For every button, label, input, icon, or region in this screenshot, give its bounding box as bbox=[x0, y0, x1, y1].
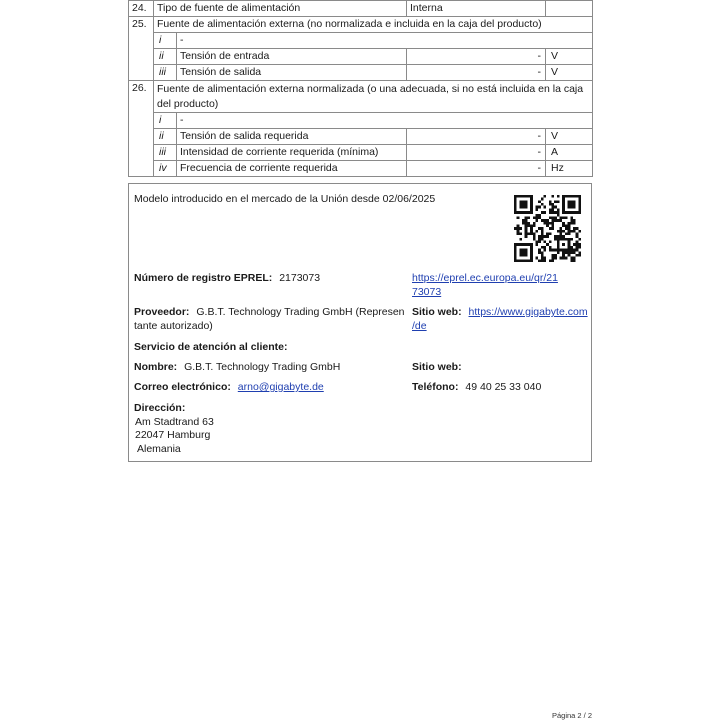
supplier-name: G.B.T. Technology Trading GmbH (Represen bbox=[196, 306, 405, 318]
service-website-label: Sitio web: bbox=[412, 361, 462, 373]
table-row bbox=[129, 49, 593, 65]
item-unit: V bbox=[546, 65, 593, 81]
name-label: Nombre: bbox=[134, 361, 178, 373]
email-link[interactable]: arno@gigabyte.de bbox=[237, 381, 324, 393]
table-row bbox=[129, 81, 593, 113]
item-label: Frecuencia de corriente requerida bbox=[177, 161, 407, 177]
item-value: - bbox=[407, 49, 546, 65]
supplier-name-cont: tante autorizado) bbox=[134, 319, 213, 332]
item-roman: i bbox=[154, 33, 177, 49]
table-row bbox=[129, 33, 593, 49]
item-value: - bbox=[407, 145, 546, 161]
address-city: 22047 Hamburg bbox=[135, 429, 211, 441]
phone-value: 49 40 25 33 040 bbox=[465, 381, 542, 393]
row-unit bbox=[546, 1, 593, 17]
table-row bbox=[129, 161, 593, 177]
item-unit: V bbox=[546, 49, 593, 65]
name-value: G.B.T. Technology Trading GmbH bbox=[184, 361, 341, 373]
item-value: - bbox=[407, 161, 546, 177]
eprel-link-line2[interactable]: 73073 bbox=[412, 285, 442, 298]
item-unit: Hz bbox=[546, 161, 593, 177]
website-label: Sitio web: bbox=[412, 306, 462, 318]
address-block bbox=[134, 402, 214, 456]
address-country: Alemania bbox=[137, 442, 181, 455]
item-label: - bbox=[177, 113, 593, 129]
eprel-label: Número de registro EPREL: bbox=[134, 272, 273, 284]
phone-label: Teléfono: bbox=[412, 381, 459, 393]
eprel-link[interactable] bbox=[412, 272, 558, 299]
phone-block bbox=[412, 381, 541, 395]
page-number: Página 2 / 2 bbox=[551, 711, 592, 720]
table-row bbox=[129, 17, 593, 33]
row-label: Fuente de alimentación externa (no normalizada e incluida en la caja del producto) bbox=[154, 17, 593, 33]
email-block bbox=[134, 381, 324, 395]
item-roman: i bbox=[154, 113, 177, 129]
item-roman: iv bbox=[154, 161, 177, 177]
item-unit: A bbox=[546, 145, 593, 161]
supplier-block bbox=[134, 306, 405, 333]
name-block bbox=[134, 361, 340, 375]
item-roman: ii bbox=[154, 49, 177, 65]
table-row bbox=[129, 65, 593, 81]
row-label: Fuente de alimentación externa normalizada (o una adecuada, si no está incluida en la caja del producto) bbox=[154, 81, 593, 113]
product-info-box bbox=[128, 183, 592, 462]
row-label: Tipo de fuente de alimentación bbox=[154, 1, 407, 17]
item-value: - bbox=[407, 65, 546, 81]
item-roman: iii bbox=[154, 65, 177, 81]
item-label: Tensión de salida bbox=[177, 65, 407, 81]
row-number: 24. bbox=[129, 1, 154, 17]
website-block bbox=[412, 306, 588, 333]
market-date-text: Modelo introducido en el mercado de la Unión desde 02/06/2025 bbox=[134, 193, 436, 205]
address-street: Am Stadtrand 63 bbox=[135, 415, 214, 428]
row-number: 25. bbox=[129, 17, 154, 81]
eprel-number: 2173073 bbox=[279, 272, 321, 284]
spec-table bbox=[128, 0, 593, 177]
website-link-line1[interactable]: https://www.gigabyte.com bbox=[468, 306, 588, 318]
qr-code-icon[interactable] bbox=[514, 195, 581, 262]
email-label: Correo electrónico: bbox=[134, 381, 231, 393]
item-roman: ii bbox=[154, 129, 177, 145]
item-roman: iii bbox=[154, 145, 177, 161]
eprel-link-line1[interactable]: https://eprel.ec.europa.eu/qr/21 bbox=[412, 272, 558, 284]
table-row bbox=[129, 145, 593, 161]
table-row bbox=[129, 1, 593, 17]
item-label: Intensidad de corriente requerida (mínima) bbox=[177, 145, 407, 161]
table-row bbox=[129, 113, 593, 129]
table-row bbox=[129, 129, 593, 145]
row-number: 26. bbox=[129, 81, 154, 177]
item-value: - bbox=[407, 129, 546, 145]
item-label: - bbox=[177, 33, 593, 49]
item-label: Tensión de entrada bbox=[177, 49, 407, 65]
row-value: Interna bbox=[407, 1, 546, 17]
item-unit: V bbox=[546, 129, 593, 145]
item-label: Tensión de salida requerida bbox=[177, 129, 407, 145]
website-link-line2[interactable]: /de bbox=[412, 319, 427, 332]
customer-service-heading: Servicio de atención al cliente: bbox=[134, 341, 288, 353]
supplier-label: Proveedor: bbox=[134, 306, 190, 318]
address-label: Dirección: bbox=[134, 402, 186, 414]
